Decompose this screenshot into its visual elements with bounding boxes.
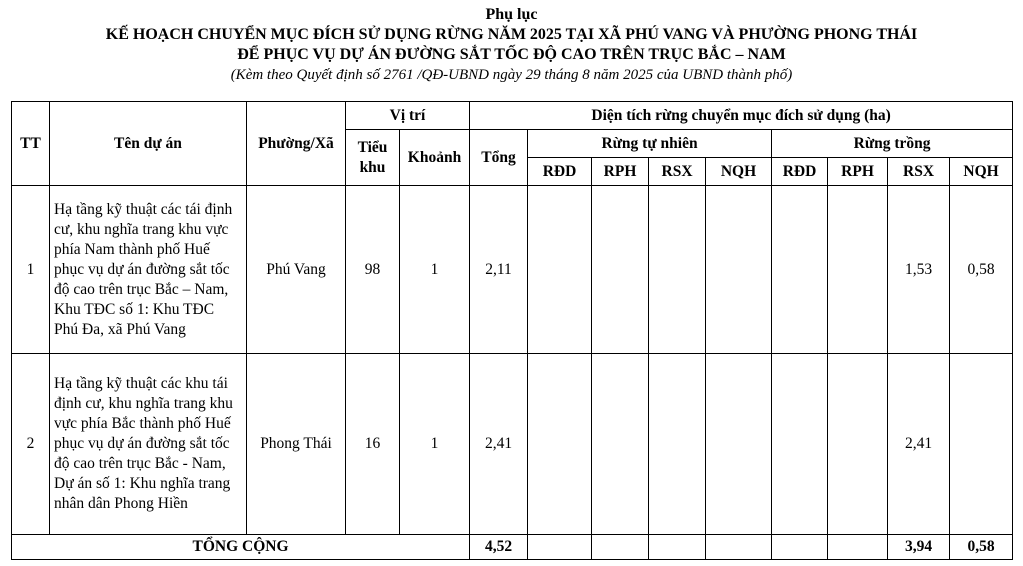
col-tt: TT: [12, 102, 50, 186]
title-line-2: ĐỂ PHỤC VỤ DỰ ÁN ĐƯỜNG SẮT TỐC ĐỘ CAO TRÊN TRỤC BẮC – NAM: [237, 46, 786, 63]
col-planted-forest: Rừng trồng: [772, 130, 1013, 158]
cell-pla-nqh: 0,58: [950, 186, 1013, 354]
total-sum: 4,52: [470, 535, 528, 560]
total-pla-nqh: 0,58: [950, 535, 1013, 560]
cell-pla-nqh: [950, 354, 1013, 535]
forest-conversion-table: [11, 101, 1013, 560]
total-row: [12, 535, 1013, 560]
cell-pla-rph: [828, 186, 888, 354]
cell-project-name: Hạ tầng kỹ thuật các tái định cư, khu nghĩa trang khu vực phía Nam thành phố Huế phục vụ dự án đường sắt tốc độ cao trên trục Bắc – Nam, Khu TĐC số 1: Khu TĐC Phú Đa, xã Phú Vang: [50, 186, 247, 354]
col-natural-forest: Rừng tự nhiên: [528, 130, 772, 158]
cell-tt: 1: [12, 186, 50, 354]
cell-nat-rph: [592, 186, 649, 354]
col-pla-rsx: RSX: [888, 158, 950, 186]
cell-pla-rph: [828, 354, 888, 535]
total-label: TỔNG CỘNG: [12, 535, 470, 560]
cell-nat-nqh: [706, 186, 772, 354]
cell-nat-rsx: [649, 186, 706, 354]
col-total: Tổng: [470, 130, 528, 186]
cell-subzone: 16: [346, 354, 400, 535]
cell-total: 2,11: [470, 186, 528, 354]
cell-pla-rdd: [772, 186, 828, 354]
cell-pla-rsx: 2,41: [888, 354, 950, 535]
col-pla-nqh: NQH: [950, 158, 1013, 186]
total-nat-nqh: [706, 535, 772, 560]
col-pla-rph: RPH: [828, 158, 888, 186]
table-row: [12, 354, 1013, 535]
col-nat-rph: RPH: [592, 158, 649, 186]
cell-ward: Phong Thái: [247, 354, 346, 535]
cell-project-name: Hạ tầng kỹ thuật các khu tái định cư, khu nghĩa trang khu vực phía Bắc thành phố Huế phục vụ dự án đường sắt tốc độ cao trên trục Bắc - Nam, Dự án số 1: Khu nghĩa trang nhân dân Phong Hiền: [50, 354, 247, 535]
title-line-1: KẾ HOẠCH CHUYỂN MỤC ĐÍCH SỬ DỤNG RỪNG NĂM 2025 TẠI XÃ PHÚ VANG VÀ PHƯỜNG PHONG THÁI: [105, 26, 918, 43]
cell-nat-rsx: [649, 354, 706, 535]
col-nat-nqh: NQH: [706, 158, 772, 186]
col-nat-rsx: RSX: [649, 158, 706, 186]
cell-nat-rdd: [528, 354, 592, 535]
total-nat-rph: [592, 535, 649, 560]
col-pla-rdd: RĐD: [772, 158, 828, 186]
cell-nat-nqh: [706, 354, 772, 535]
col-plot: Khoảnh: [400, 130, 470, 186]
col-subzone: Tiểu khu: [346, 130, 400, 186]
total-pla-rsx: 3,94: [888, 535, 950, 560]
cell-total: 2,41: [470, 354, 528, 535]
decision-reference: (Kèm theo Quyết định số 2761 /QĐ-UBND ngày 29 tháng 8 năm 2025 của UBND thành phố): [230, 67, 793, 83]
document-header: [0, 0, 1023, 85]
cell-nat-rph: [592, 354, 649, 535]
table-row: [12, 186, 1013, 354]
total-nat-rdd: [528, 535, 592, 560]
col-location: Vị trí: [346, 102, 470, 130]
cell-subzone: 98: [346, 186, 400, 354]
cell-plot: 1: [400, 186, 470, 354]
cell-tt: 2: [12, 354, 50, 535]
cell-plot: 1: [400, 354, 470, 535]
col-nat-rdd: RĐD: [528, 158, 592, 186]
appendix-label: Phụ lục: [485, 6, 538, 23]
cell-ward: Phú Vang: [247, 186, 346, 354]
col-area-group: Diện tích rừng chuyển mục đích sử dụng (ha): [470, 102, 1013, 130]
total-nat-rsx: [649, 535, 706, 560]
cell-nat-rdd: [528, 186, 592, 354]
col-project-name: Tên dự án: [50, 102, 247, 186]
total-pla-rph: [828, 535, 888, 560]
cell-pla-rdd: [772, 354, 828, 535]
cell-pla-rsx: 1,53: [888, 186, 950, 354]
total-pla-rdd: [772, 535, 828, 560]
col-ward: Phường/Xã: [247, 102, 346, 186]
